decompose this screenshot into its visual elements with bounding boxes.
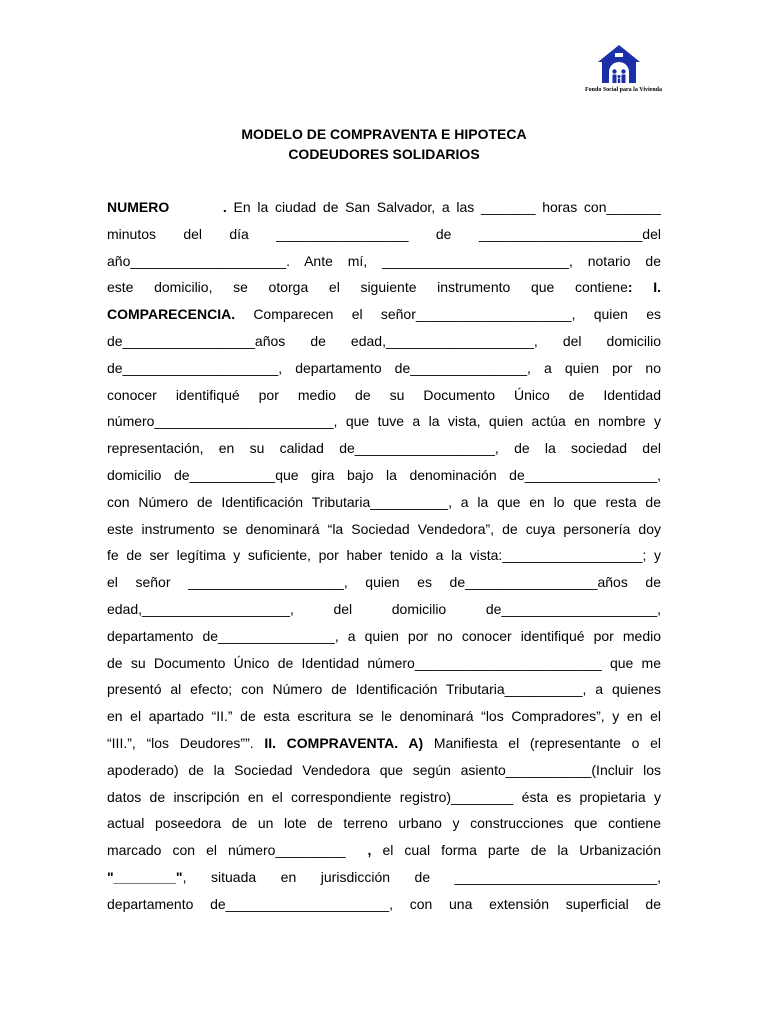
document-title bbox=[0, 124, 768, 164]
text-segment: con Número de Identificación Tributaria__________, a la que en lo que resta de bbox=[107, 493, 661, 510]
bold-text-segment: , bbox=[356, 842, 372, 859]
text-segment: número_______________________, que tuve a la vista, quien actúa en nombre y bbox=[107, 413, 661, 430]
bold-text-segment: NUMERO bbox=[107, 199, 170, 215]
body-line bbox=[107, 221, 661, 248]
text-segment: “III.”, “los Deudores””. bbox=[107, 734, 265, 751]
bold-text-segment: COMPARECENCIA. bbox=[107, 306, 236, 323]
text-segment: año____________________. Ante mí, ________________________, notario de bbox=[107, 252, 661, 269]
title-line-1: MODELO DE COMPRAVENTA E HIPOTECA bbox=[241, 126, 527, 142]
text-segment: datos de inscripción en el correspondiente registro)________ ésta es propietaria y bbox=[107, 788, 661, 805]
text-segment: marcado con el número_________ bbox=[107, 842, 357, 859]
body-line bbox=[107, 194, 661, 221]
text-segment: minutos del día _________________ de _____________________del bbox=[107, 225, 661, 242]
text-segment: fe de ser legítima y suficiente, por haber tenido a la vista:__________________; y bbox=[107, 547, 661, 564]
document-body bbox=[107, 194, 661, 918]
body-line bbox=[107, 730, 661, 757]
text-segment: representación, en su calidad de__________________, de la sociedad del bbox=[107, 440, 661, 457]
bold-text-segment: "________" bbox=[107, 868, 183, 885]
body-line bbox=[107, 703, 661, 730]
body-line bbox=[107, 757, 661, 784]
body-line bbox=[107, 408, 661, 435]
text-segment: En la ciudad de San Salvador, a las _______ horas con_______ bbox=[226, 199, 661, 215]
body-line bbox=[107, 462, 661, 489]
body-line bbox=[107, 382, 661, 409]
body-line bbox=[107, 810, 661, 837]
text-segment: Manifiesta el (representante o el bbox=[423, 734, 661, 751]
body-line bbox=[107, 328, 661, 355]
logo bbox=[560, 44, 662, 98]
body-line bbox=[107, 542, 661, 569]
text-segment: edad,___________________, del domicilio de____________________, bbox=[107, 600, 661, 617]
body-line bbox=[107, 274, 661, 301]
text-segment: conocer identifiqué por medio de su Documento Único de Identidad bbox=[107, 386, 661, 403]
text-segment: , situada en jurisdicción de __________________________, bbox=[182, 868, 661, 885]
body-line bbox=[107, 489, 661, 516]
text-segment: de_________________años de edad,___________________, del domicilio bbox=[107, 332, 661, 349]
body-line bbox=[107, 301, 661, 328]
body-line bbox=[107, 355, 661, 382]
text-segment: de____________________, departamento de_______________, a quien por no bbox=[107, 359, 661, 376]
body-line bbox=[107, 864, 661, 891]
body-line bbox=[107, 784, 661, 811]
text-segment: departamento de_______________, a quien por no conocer identifiqué por medio bbox=[107, 627, 661, 644]
body-line bbox=[107, 569, 661, 596]
text-segment: este domicilio, se otorga el siguiente instrumento que contiene bbox=[107, 279, 628, 296]
body-line bbox=[107, 650, 661, 677]
text-segment: el señor ____________________, quien es de_________________años de bbox=[107, 574, 661, 591]
body-line bbox=[107, 837, 661, 864]
text-segment: en el apartado “II.” de esta escritura se le denominará “los Compradores”, y en el bbox=[107, 708, 661, 725]
logo-caption: Fondo Social para la Vivienda bbox=[584, 87, 662, 93]
text-segment: presentó al efecto; con Número de Identificación Tributaria__________, a quienes bbox=[107, 681, 661, 698]
title-line-2: CODEUDORES SOLIDARIOS bbox=[288, 146, 480, 162]
body-line bbox=[107, 248, 661, 275]
body-line bbox=[107, 596, 661, 623]
text-segment: actual poseedora de un lote de terreno urbano y construcciones que contiene bbox=[107, 815, 661, 832]
bold-text-segment: II. COMPRAVENTA. A) bbox=[264, 734, 424, 751]
text-segment: el cual forma parte de la Urbanización bbox=[371, 842, 661, 859]
body-line bbox=[107, 435, 661, 462]
text-segment: apoderado) de la Sociedad Vendedora que según asiento___________(Incluir los bbox=[107, 761, 661, 778]
bold-text-segment: : I. bbox=[627, 279, 661, 296]
body-line bbox=[107, 623, 661, 650]
house-icon bbox=[597, 44, 641, 84]
text-segment: de su Documento Único de Identidad número________________________ que me bbox=[107, 654, 661, 671]
bold-text-segment: . bbox=[169, 199, 227, 215]
body-line bbox=[107, 891, 661, 918]
text-segment: domicilio de___________que gira bajo la denominación de_________________, bbox=[107, 466, 661, 483]
text-segment: Comparecen el señor____________________, quien es bbox=[235, 306, 661, 323]
body-line bbox=[107, 516, 661, 543]
text-segment: departamento de_____________________, con una extensión superficial de bbox=[107, 895, 661, 912]
text-segment: este instrumento se denominará “la Sociedad Vendedora”, de cuya personería doy bbox=[107, 520, 661, 537]
body-line bbox=[107, 676, 661, 703]
